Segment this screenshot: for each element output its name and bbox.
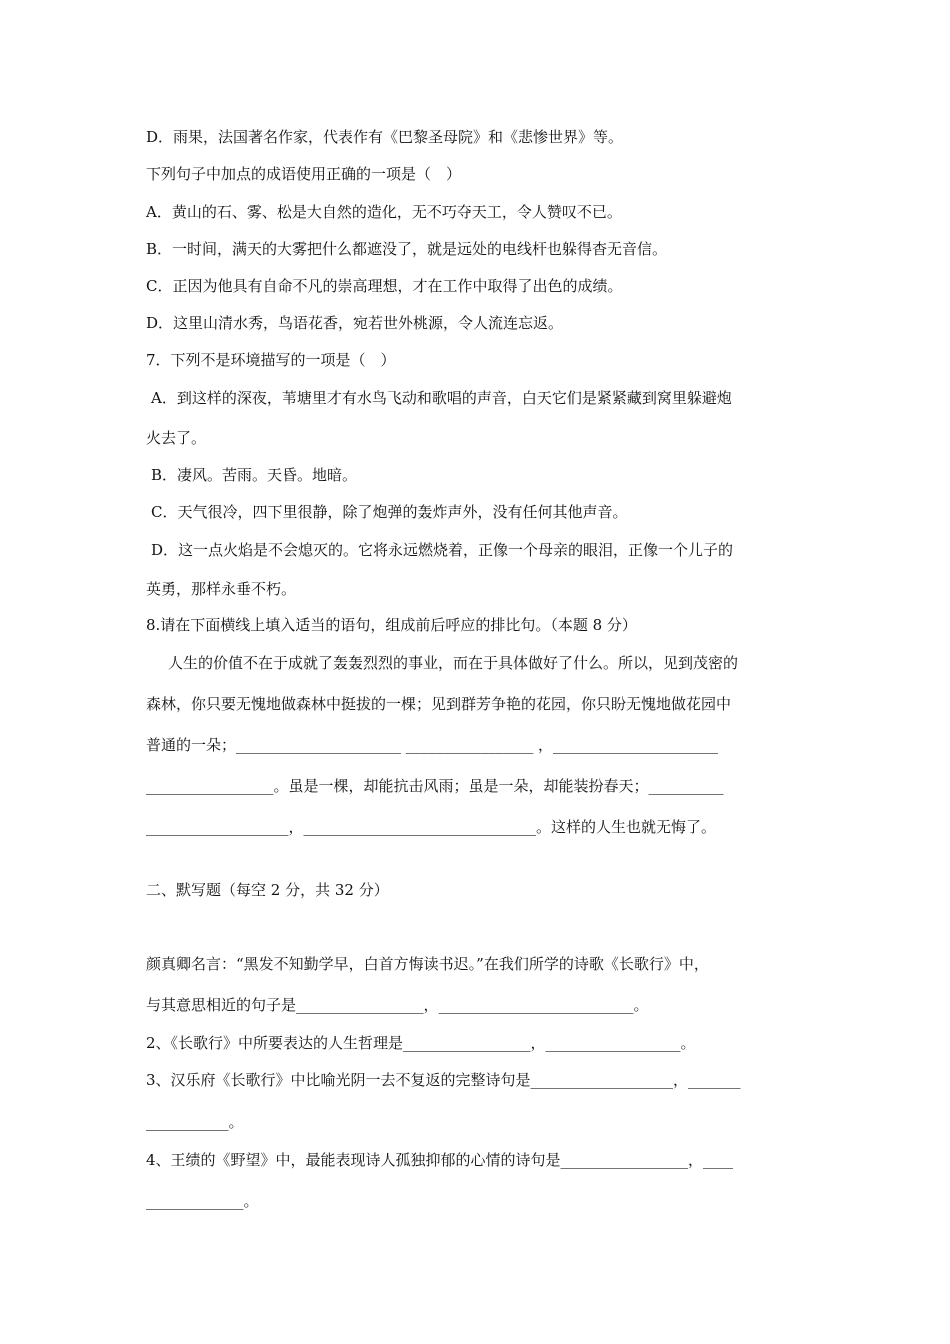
option-d-line: D．雨果，法国著名作家，代表作有《巴黎圣母院》和《悲惨世界》等。: [146, 128, 624, 146]
dictation-question-4-line-2: _____________。: [146, 1192, 259, 1210]
question-8-paragraph-line-4: _________________。虽是一棵，却能抗击风雨；虽是一朵，却能装扮春天；__________: [146, 777, 724, 795]
option-c-line: C．正因为他具有自命不凡的崇高理想，才在工作中取得了出色的成绩。: [146, 277, 623, 295]
question-8-paragraph-line-2: 森林，你只要无愧地做森林中挺拔的一棵；见到群芳争艳的花园，你只盼无愧地做花园中: [146, 695, 732, 713]
option-a-line: A．黄山的石、雾、松是大自然的造化，无不巧夺天工，令人赞叹不已。: [146, 203, 622, 221]
question-7-option-a-line: A．到这样的深夜，苇塘里才有水鸟飞动和歌唱的声音，白天它们是紧紧藏到窝里躲避炮: [151, 389, 732, 407]
question-7-option-c-line: C．天气很冷，四下里很静，除了炮弹的轰炸声外，没有任何其他声音。: [151, 503, 628, 521]
dictation-question-2-line: 2、《长歌行》中所要表达的人生哲理是_________________，__________________。: [146, 1034, 696, 1052]
question-7-option-a-continuation: 火去了。: [146, 429, 207, 447]
option-d-line: D．这里山清水秀，鸟语花香，宛若世外桃源，令人流连忘返。: [146, 314, 564, 332]
question-8-line: 8.请在下面横线上填入适当的语句，组成前后呼应的排比句。（本题 8 分）: [146, 616, 637, 634]
dictation-question-1-line-1: 颜真卿名言：“黑发不知勤学早，白首方悔读书迟。”在我们所学的诗歌《长歌行》中，: [146, 955, 709, 973]
dictation-question-1-line-2: 与其意思相近的句子是_________________，__________________________。: [146, 996, 649, 1014]
question-8-paragraph-line-5: ___________________，_______________________________。这样的人生也就无悔了。: [146, 818, 717, 836]
question-7-option-d-continuation: 英勇，那样永垂不朽。: [146, 580, 297, 598]
question-7-line: 7．下列不是环境描写的一项是（ ）: [146, 351, 396, 369]
dictation-question-4-line-1: 4、王绩的《野望》中，最能表现诗人孤独抑郁的心情的诗句是_________________，____: [146, 1151, 734, 1169]
section-heading: 二、默写题（每空 2 分，共 32 分）: [146, 881, 389, 899]
question-idiom-line: 下列句子中加点的成语使用正确的一项是（ ）: [146, 165, 462, 183]
question-7-option-d-line: D．这一点火焰是不会熄灭的。它将永远燃烧着，正像一个母亲的眼泪，正像一个儿子的: [151, 541, 734, 559]
question-8-paragraph-line-3: 普通的一朵；______________________ _________________ ，______________________: [146, 736, 719, 754]
question-7-option-b-line: B．凄风。苦雨。天昏。地暗。: [151, 466, 358, 484]
option-b-line: B．一时间，满天的大雾把什么都遮没了，就是远处的电线杆也躲得杳无音信。: [146, 240, 668, 258]
dictation-question-3-line-1: 3、汉乐府《长歌行》中比喻光阴一去不复返的完整诗句是___________________，_______: [146, 1071, 741, 1089]
question-8-paragraph-line-1: 人生的价值不在于成就了轰轰烈烈的事业，而在于具体做好了什么。所以，见到茂密的: [168, 654, 739, 672]
dictation-question-3-line-2: ___________。: [146, 1113, 244, 1131]
